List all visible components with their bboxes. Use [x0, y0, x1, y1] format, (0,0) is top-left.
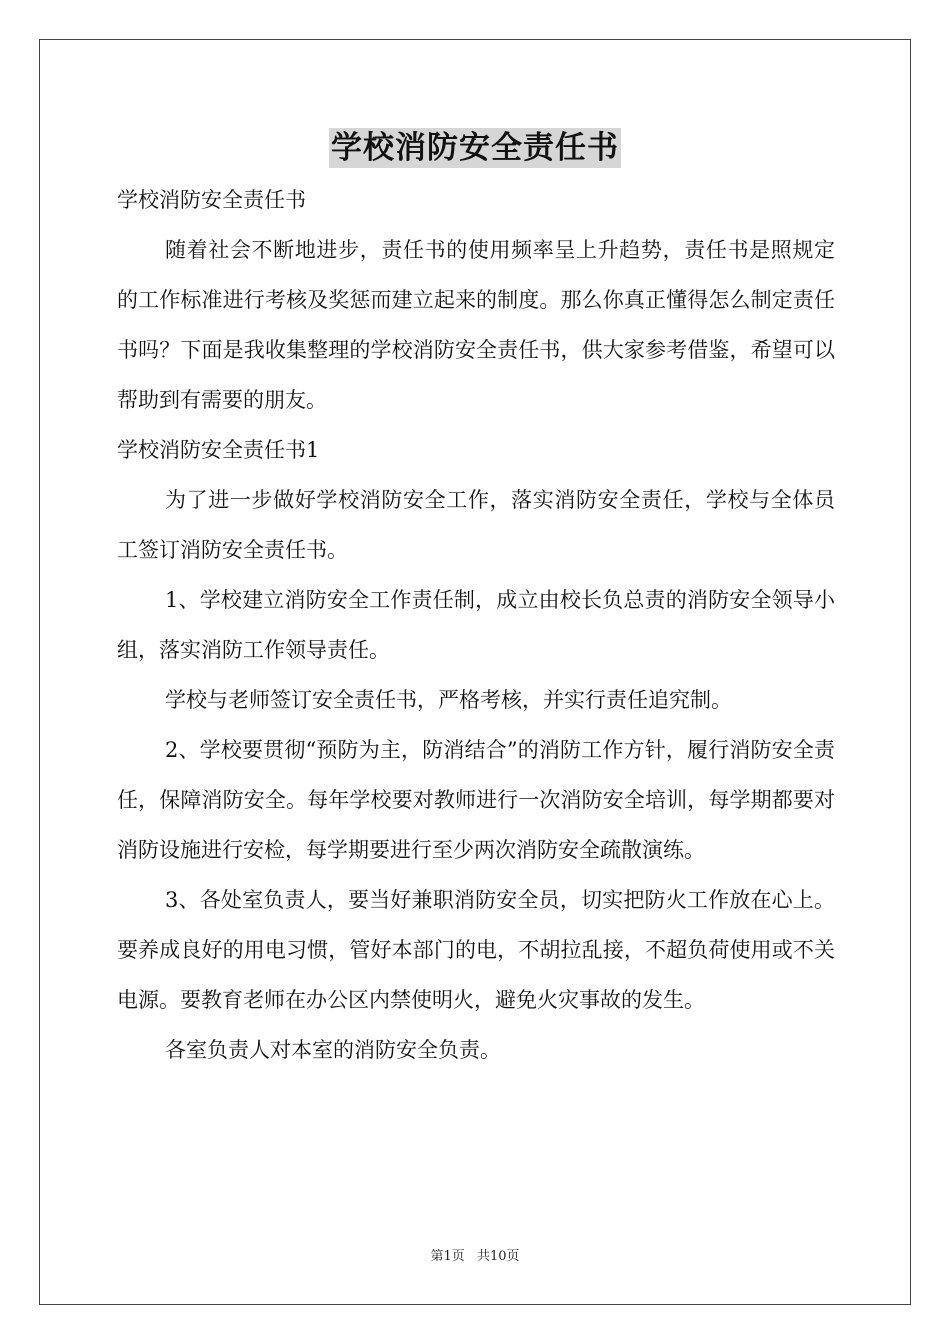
section-heading: 学校消防安全责任书1 — [117, 438, 320, 462]
document-title: 学校消防安全责任书 — [331, 130, 619, 166]
page-footer — [0, 1245, 950, 1264]
title-container — [0, 128, 950, 168]
body-paragraph: 学校与老师签订安全责任书，严格考核，并实行责任追究制。 — [165, 688, 732, 712]
document-body — [117, 175, 835, 1075]
page-number: 第1页 — [430, 1249, 465, 1264]
subtitle-paragraph: 学校消防安全责任书 — [117, 188, 306, 212]
body-paragraph: 2、学校要贯彻“预防为主，防消结合”的消防工作方针，履行消防安全责任，保障消防安全。每年学校要对教师进行一次消防安全培训，每学期都要对消防设施进行安检，每学期要进行至少两次消防安全疏散演练。 — [117, 738, 835, 862]
intro-paragraph: 随着社会不断地进步，责任书的使用频率呈上升趋势，责任书是照规定的工作标准进行考核及奖惩而建立起来的制度。那么你真正懂得怎么制定责任书吗？下面是我收集整理的学校消防安全责任书，供大家参考借鉴，希望可以帮助到有需要的朋友。 — [117, 238, 835, 412]
body-paragraph: 为了进一步做好学校消防安全工作，落实消防安全责任，学校与全体员工签订消防安全责任书。 — [117, 488, 835, 562]
body-paragraph: 各室负责人对本室的消防安全负责。 — [165, 1038, 501, 1062]
body-paragraph: 3、各处室负责人，要当好兼职消防安全员，切实把防火工作放在心上。要养成良好的用电习惯，管好本部门的电，不胡拉乱接，不超负荷使用或不关电源。要教育老师在办公区内禁使明火，避免火灾事故的发生。 — [117, 888, 835, 1012]
page-total: 共10页 — [476, 1249, 520, 1264]
body-paragraph: 1、学校建立消防安全工作责任制，成立由校长负总责的消防安全领导小组，落实消防工作领导责任。 — [117, 588, 835, 662]
